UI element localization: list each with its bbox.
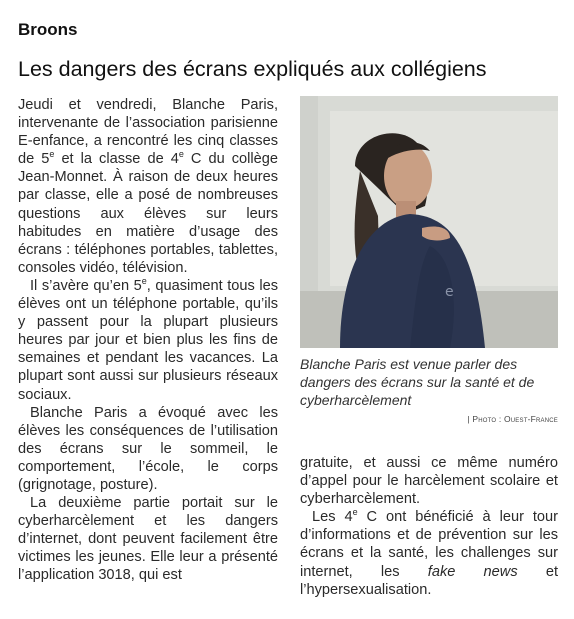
article-photo — [300, 96, 558, 348]
paragraph-text: C ont bénéficié à leur tour d’informations et de prévention sur les écrans et la santé, les challenges sur internet, les — [300, 509, 559, 580]
paragraph-text: Il s’avère qu’en 5 — [30, 277, 142, 294]
paragraph-text: Les 4 — [312, 509, 353, 526]
paragraph-text: et l’hypersexualisation. — [300, 563, 559, 598]
paragraph-text: , quasiment tous les élèves ont un téléphone portable, qu’ils y passent pour la plupart plusieurs heures par jour et bien plus les fins de semaines et pendant les vacances. La plupart sont aussi sur plusieurs réseaux sociaux. — [18, 277, 278, 403]
paragraph-text: et la classe de 4 — [54, 151, 179, 168]
article-column-right — [300, 454, 558, 599]
photo-illustration — [300, 96, 558, 348]
paragraph-text: C du collège Jean-Monnet. À raison de deux heures par classe, elle a posé de nombreuses questions aux élèves sur leurs habitudes en matière d’usage des écrans : téléphones portables, tablettes, consoles vidéo, télévision. — [18, 151, 278, 276]
superscript: e — [141, 276, 147, 287]
section-title: Broons — [18, 20, 78, 39]
article-column-left — [18, 96, 278, 585]
paragraph-2 — [18, 277, 278, 404]
superscript: e — [352, 507, 358, 518]
photo-credit: | Photo : Ouest-France — [467, 414, 558, 424]
paragraph-4: La deuxième partie portait sur le cyberharcèlement et les dangers d’internet, dont peuvent facilement être victimes les jeunes. Elle leur a présenté l’application 3018, qui est — [18, 495, 278, 584]
paragraph-6 — [300, 508, 558, 598]
superscript: e — [49, 149, 55, 160]
paragraph-3: Blanche Paris a évoqué avec les élèves les conséquences de l’utilisation des écrans sur le sommeil, le comportement, l’école, le corps (grignotage, posture). — [18, 404, 278, 493]
superscript: e — [178, 149, 184, 160]
paragraph-text: Jeudi et vendredi, Blanche Paris, intervenante de l’association parisienne E-enfance, a rencontré les cinq classes de 5 — [18, 97, 278, 168]
paragraph-5: gratuite, et aussi ce même numéro d’appel pour le harcèlement scolaire et cyberharcèlement. — [300, 455, 558, 508]
paragraph-1 — [18, 96, 278, 277]
photo-caption: Blanche Paris est venue parler des dangers des écrans sur la santé et de cyberharcèlement — [300, 356, 535, 409]
shirt-logo: e — [445, 284, 454, 300]
italic-term: fake news — [427, 563, 518, 580]
headline: Les dangers des écrans expliqués aux collégiens — [18, 57, 487, 81]
